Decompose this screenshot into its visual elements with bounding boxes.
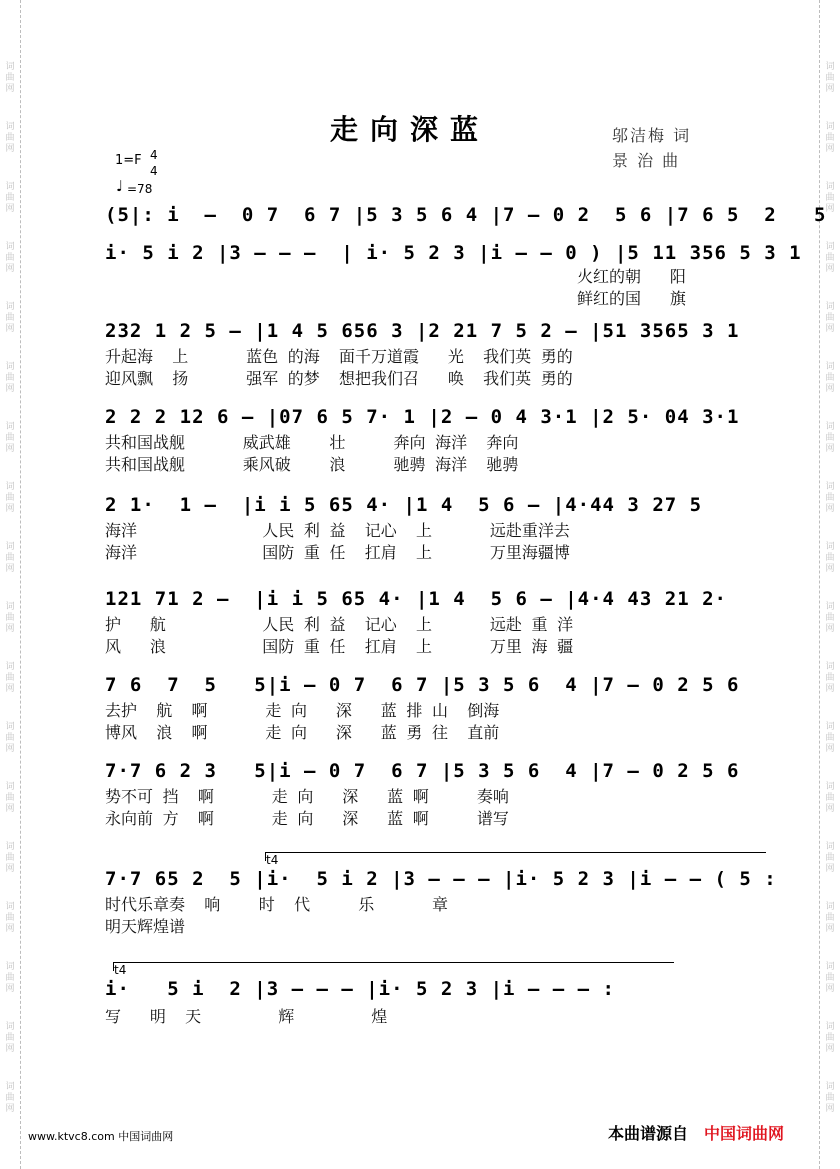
lyrics-verse-2: 明天辉煌谱 (105, 917, 186, 936)
footer-source: 本曲谱源自 中国词曲网 (608, 1124, 785, 1143)
lyrics-verse-1: 共和国战舰 威武雄 壮 奔向 海洋 奔向 (105, 433, 519, 452)
watermark-text: 词曲网 (5, 62, 15, 94)
first-ending-bracket: t4 (265, 852, 766, 861)
tempo-marking: =78 (127, 182, 153, 196)
notes: 7·7 65 2 5 |i· 5 i 2 |3 – – – |i· 5 2 3 |i – – ( 5 : (105, 868, 777, 890)
watermark-text: 词曲网 (5, 302, 15, 334)
watermark-text: 词曲网 (825, 362, 835, 394)
watermark-text: 词曲网 (825, 662, 835, 694)
notes: 2 1· 1 – |i i 5 65 4· |1 4 5 6 – |4·44 3 27 5 (105, 494, 703, 516)
watermark-text: 词曲网 (5, 1082, 15, 1114)
watermark-text: 词曲网 (5, 122, 15, 154)
notes: 7 6 7 5 5|i – 0 7 6 7 |5 3 5 6 4 |7 – 0 2 5 6 (105, 674, 740, 696)
watermark-text: 词曲网 (5, 1022, 15, 1054)
lyrics-verse-1: 升起海 上 蓝色 的海 面千万道霞 光 我们英 勇的 (105, 347, 573, 366)
lyrics-verse-2: 博风 浪 啊 走 向 深 蓝 勇 往 直前 (105, 723, 500, 742)
watermark-text: 词曲网 (825, 962, 835, 994)
lyrics-verse-2: 海洋 国防 重 任 扛肩 上 万里海疆博 (105, 543, 570, 562)
watermark-text: 词曲网 (825, 602, 835, 634)
watermark-text: 词曲网 (825, 242, 835, 274)
time-signature-top: 4 (150, 148, 158, 162)
notes: (5|: i – 0 7 6 7 |5 3 5 6 4 |7 – 0 2 5 6 |7 6 5 2 5 (105, 204, 827, 226)
watermark-text: 词曲网 (825, 302, 835, 334)
watermark-text: 词曲网 (825, 902, 835, 934)
lyrics-verse-1: 势不可 挡 啊 走 向 深 蓝 啊 奏响 (105, 787, 509, 806)
lyrics-verse-1: 火红的朝 阳 (105, 267, 686, 286)
lyrics-verse-1: 时代乐章奏 响 时 代 乐 章 (105, 895, 449, 914)
watermark-text: 词曲网 (5, 842, 15, 874)
watermark-text: 词曲网 (825, 842, 835, 874)
footer-brand[interactable]: 中国词曲网 (704, 1124, 785, 1143)
song-title: 走向深蓝 (330, 113, 491, 146)
notes: 232 1 2 5 – |1 4 5 656 3 |2 21 7 5 2 – |51 3565 3 1 (105, 320, 740, 342)
watermark-text: 词曲网 (5, 422, 15, 454)
watermark-text: 词曲网 (825, 422, 835, 454)
notes: 2 2 2 12 6 – |07 6 5 7· 1 |2 – 0 4 3·1 |2 5· 04 3·1 (105, 406, 740, 428)
watermark-text: 词曲网 (5, 722, 15, 754)
lyrics-verse-1: 去护 航 啊 走 向 深 蓝 排 山 倒海 (105, 701, 500, 720)
lyricist-credit: 邬洁梅 词 (612, 126, 692, 145)
watermark-text: 词曲网 (5, 542, 15, 574)
lyrics-verse-1: 护 航 人民 利 益 记心 上 远赴 重 洋 (105, 615, 574, 634)
watermark-text: 词曲网 (5, 902, 15, 934)
key-signature: 1=F (115, 153, 142, 168)
watermark-text: 词曲网 (5, 662, 15, 694)
notes: 7·7 6 2 3 5|i – 0 7 6 7 |5 3 5 6 4 |7 – 0 2 5 6 (105, 760, 740, 782)
lyrics-verse-1: 海洋 人民 利 益 记心 上 远赴重洋去 (105, 521, 570, 540)
watermark-text: 词曲网 (825, 1022, 835, 1054)
quarter-note-icon: ♩ (116, 177, 124, 195)
watermark-text: 词曲网 (5, 962, 15, 994)
watermark-text: 词曲网 (5, 182, 15, 214)
watermark-text: 词曲网 (825, 182, 835, 214)
watermark-text: 词曲网 (825, 722, 835, 754)
lyrics-verse-2: 迎风飘 扬 强军 的梦 想把我们召 唤 我们英 勇的 (105, 369, 573, 388)
watermark-text: 词曲网 (5, 782, 15, 814)
lyrics-verse-2: 永向前 方 啊 走 向 深 蓝 啊 谱写 (105, 809, 509, 828)
lyrics-verse-2: 风 浪 国防 重 任 扛肩 上 万里 海 疆 (105, 637, 574, 656)
watermark-text: 词曲网 (5, 242, 15, 274)
lyrics-verse-1: 写 明 天 辉 煌 (105, 1007, 388, 1026)
composer-credit: 景 治 曲 (612, 151, 681, 170)
notes: 121 71 2 – |i i 5 65 4· |1 4 5 6 – |4·4 43 21 2· (105, 588, 727, 610)
second-ending-bracket: t4 (113, 962, 674, 971)
watermark-text: 词曲网 (825, 1082, 835, 1114)
notes: i· 5 i 2 |3 – – – |i· 5 2 3 |i – – – : (105, 978, 615, 1000)
watermark-text: 词曲网 (825, 782, 835, 814)
lyrics-verse-2: 鲜红的国 旗 (105, 289, 686, 308)
lyrics-verse-2: 共和国战舰 乘风破 浪 驰骋 海洋 驰骋 (105, 455, 519, 474)
watermark-text: 词曲网 (825, 482, 835, 514)
watermark-text: 词曲网 (825, 62, 835, 94)
watermark-text: 词曲网 (5, 362, 15, 394)
notes: i· 5 i 2 |3 – – – | i· 5 2 3 |i – – 0 ) |5 11 356 5 3 1 (105, 242, 802, 264)
watermark-text: 词曲网 (5, 602, 15, 634)
watermark-text: 词曲网 (5, 482, 15, 514)
footer-site-link[interactable]: www.ktvc8.com 中国词曲网 (28, 1130, 174, 1143)
watermark-text: 词曲网 (825, 542, 835, 574)
time-signature-bottom: 4 (150, 164, 158, 178)
watermark-text: 词曲网 (825, 122, 835, 154)
